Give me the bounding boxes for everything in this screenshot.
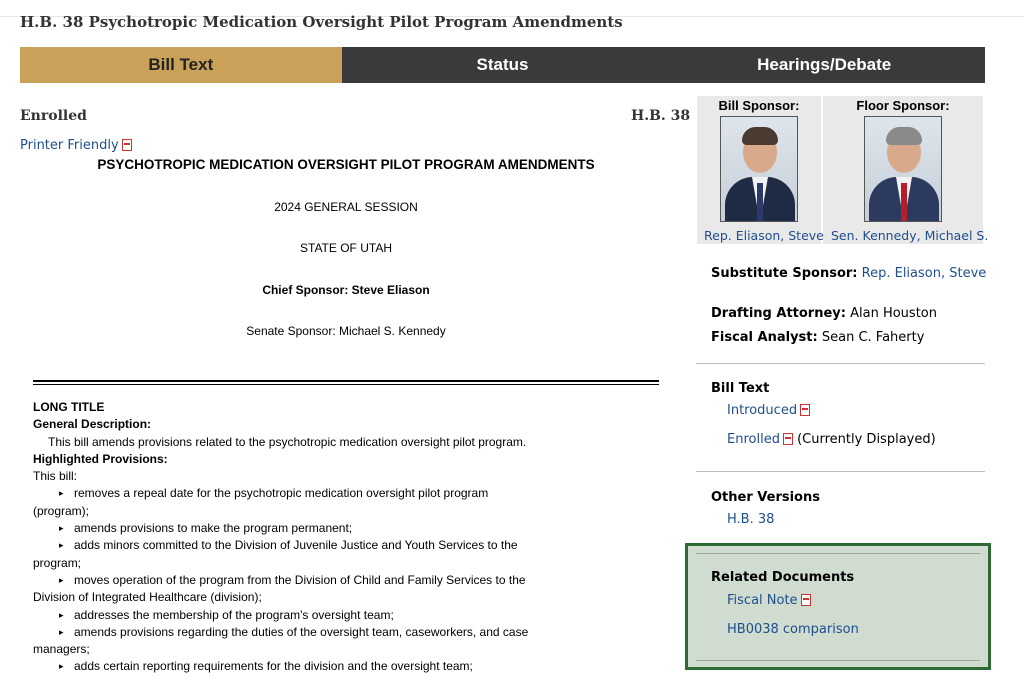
- pdf-icon[interactable]: [801, 594, 811, 606]
- floor-sponsor-link[interactable]: Sen. Kennedy, Michael S.: [831, 228, 989, 243]
- senate-sponsor-line: Senate Sponsor: Michael S. Kennedy: [246, 324, 446, 338]
- printer-friendly-link[interactable]: [20, 138, 132, 153]
- drafting-attorney-row: [711, 306, 937, 321]
- page-title: H.B. 38 Psychotropic Medication Oversight Pilot Program Amendments: [20, 13, 623, 31]
- bill-sponsor-label: Bill Sponsor:: [718, 98, 800, 113]
- fiscal-analyst-name: Sean C. Faherty: [821, 330, 925, 345]
- provision-text: moves operation of the program from the Division of Child and Family Services to the: [74, 572, 526, 587]
- provision-text: removes a repeal date for the psychotropic medication oversight pilot program: [74, 486, 489, 501]
- provision-item: [33, 607, 653, 624]
- general-description-text: This bill amends provisions related to the psychotropic medication oversight pilot program.: [48, 434, 527, 449]
- fiscal-note-row: [727, 593, 811, 608]
- provision-continuation: program;: [33, 555, 82, 570]
- enrolled-link[interactable]: Enrolled: [727, 432, 780, 447]
- chief-sponsor-line: Chief Sponsor: Steve Eliason: [262, 283, 430, 297]
- document-state: STATE OF UTAH: [300, 241, 392, 255]
- tab-status[interactable]: Status: [476, 55, 529, 74]
- bill-sponsor-link[interactable]: Rep. Eliason, Steve: [704, 228, 824, 243]
- provision-item: [33, 537, 653, 554]
- document-divider: [33, 380, 659, 385]
- bill-body: [33, 399, 653, 676]
- provision-item: [33, 624, 653, 641]
- drafting-attorney-label: Drafting Attorney:: [711, 306, 846, 321]
- tab-bar: [20, 47, 985, 83]
- comparison-link[interactable]: HB0038 comparison: [727, 622, 859, 637]
- introduced-row: [727, 403, 810, 418]
- pdf-icon[interactable]: [122, 139, 132, 151]
- long-title-heading: LONG TITLE: [33, 400, 105, 414]
- tab-bill-text[interactable]: Bill Text: [20, 47, 342, 83]
- fiscal-note-link[interactable]: Fiscal Note: [727, 593, 798, 608]
- document-session: 2024 GENERAL SESSION: [274, 200, 418, 214]
- this-bill-text: This bill:: [33, 469, 78, 484]
- provision-item: [33, 572, 653, 589]
- enrolled-row: [727, 432, 936, 447]
- introduced-link[interactable]: Introduced: [727, 403, 798, 418]
- substitute-sponsor-link[interactable]: Rep. Eliason, Steve: [861, 266, 987, 281]
- provision-continuation: managers;: [33, 642, 90, 657]
- provision-text: adds minors committed to the Division of Juvenile Justice and Youth Services to the: [74, 538, 518, 553]
- related-documents-panel: [685, 543, 991, 670]
- provision-text: amends provisions to make the program permanent;: [74, 521, 353, 536]
- fiscal-analyst-row: [711, 330, 924, 345]
- provision-item: [33, 485, 653, 502]
- provision-item: [33, 658, 653, 675]
- substitute-sponsor-label: Substitute Sponsor:: [711, 266, 858, 281]
- pdf-icon[interactable]: [800, 404, 810, 416]
- document-title: PSYCHOTROPIC MEDICATION OVERSIGHT PILOT PROGRAM AMENDMENTS: [97, 157, 595, 172]
- provision-text: amends provisions regarding the duties of the oversight team, caseworkers, and case: [74, 624, 529, 639]
- provision-text: adds certain reporting requirements for the division and the oversight team;: [74, 659, 473, 674]
- tab-hearings-debate[interactable]: Hearings/Debate: [757, 55, 892, 74]
- provision-continuation: Division of Integrated Healthcare (division);: [33, 590, 262, 605]
- floor-sponsor-photo[interactable]: [864, 116, 942, 222]
- other-version-link[interactable]: H.B. 38: [727, 512, 775, 527]
- sidebar-divider: [696, 471, 985, 472]
- bill-sponsor-box: [697, 96, 821, 244]
- sidebar-divider: [696, 363, 985, 364]
- bill-text-heading: Bill Text: [711, 381, 770, 396]
- provision-item: [33, 520, 653, 537]
- pdf-icon[interactable]: [783, 433, 793, 445]
- panel-divider: [696, 553, 980, 554]
- highlighted-provisions-heading: Highlighted Provisions:: [33, 451, 168, 466]
- floor-sponsor-label: Floor Sponsor:: [856, 98, 950, 113]
- other-versions-heading: Other Versions: [711, 490, 820, 505]
- bill-sponsor-photo[interactable]: [720, 116, 798, 222]
- general-description-heading: General Description:: [33, 417, 152, 432]
- fiscal-analyst-label: Fiscal Analyst:: [711, 330, 818, 345]
- floor-sponsor-box: [823, 96, 983, 244]
- related-documents-heading: Related Documents: [711, 570, 855, 585]
- substitute-sponsor-row: [711, 266, 986, 281]
- provision-text: addresses the membership of the program's oversight team;: [74, 607, 394, 622]
- panel-divider: [696, 660, 980, 661]
- bill-number: H.B. 38: [631, 108, 691, 124]
- bill-status-label: Enrolled: [20, 108, 87, 124]
- provision-continuation: (program);: [33, 503, 90, 518]
- currently-displayed-note: (Currently Displayed): [797, 432, 936, 447]
- drafting-attorney-name: Alan Houston: [850, 306, 937, 321]
- printer-friendly-text[interactable]: Printer Friendly: [20, 138, 119, 153]
